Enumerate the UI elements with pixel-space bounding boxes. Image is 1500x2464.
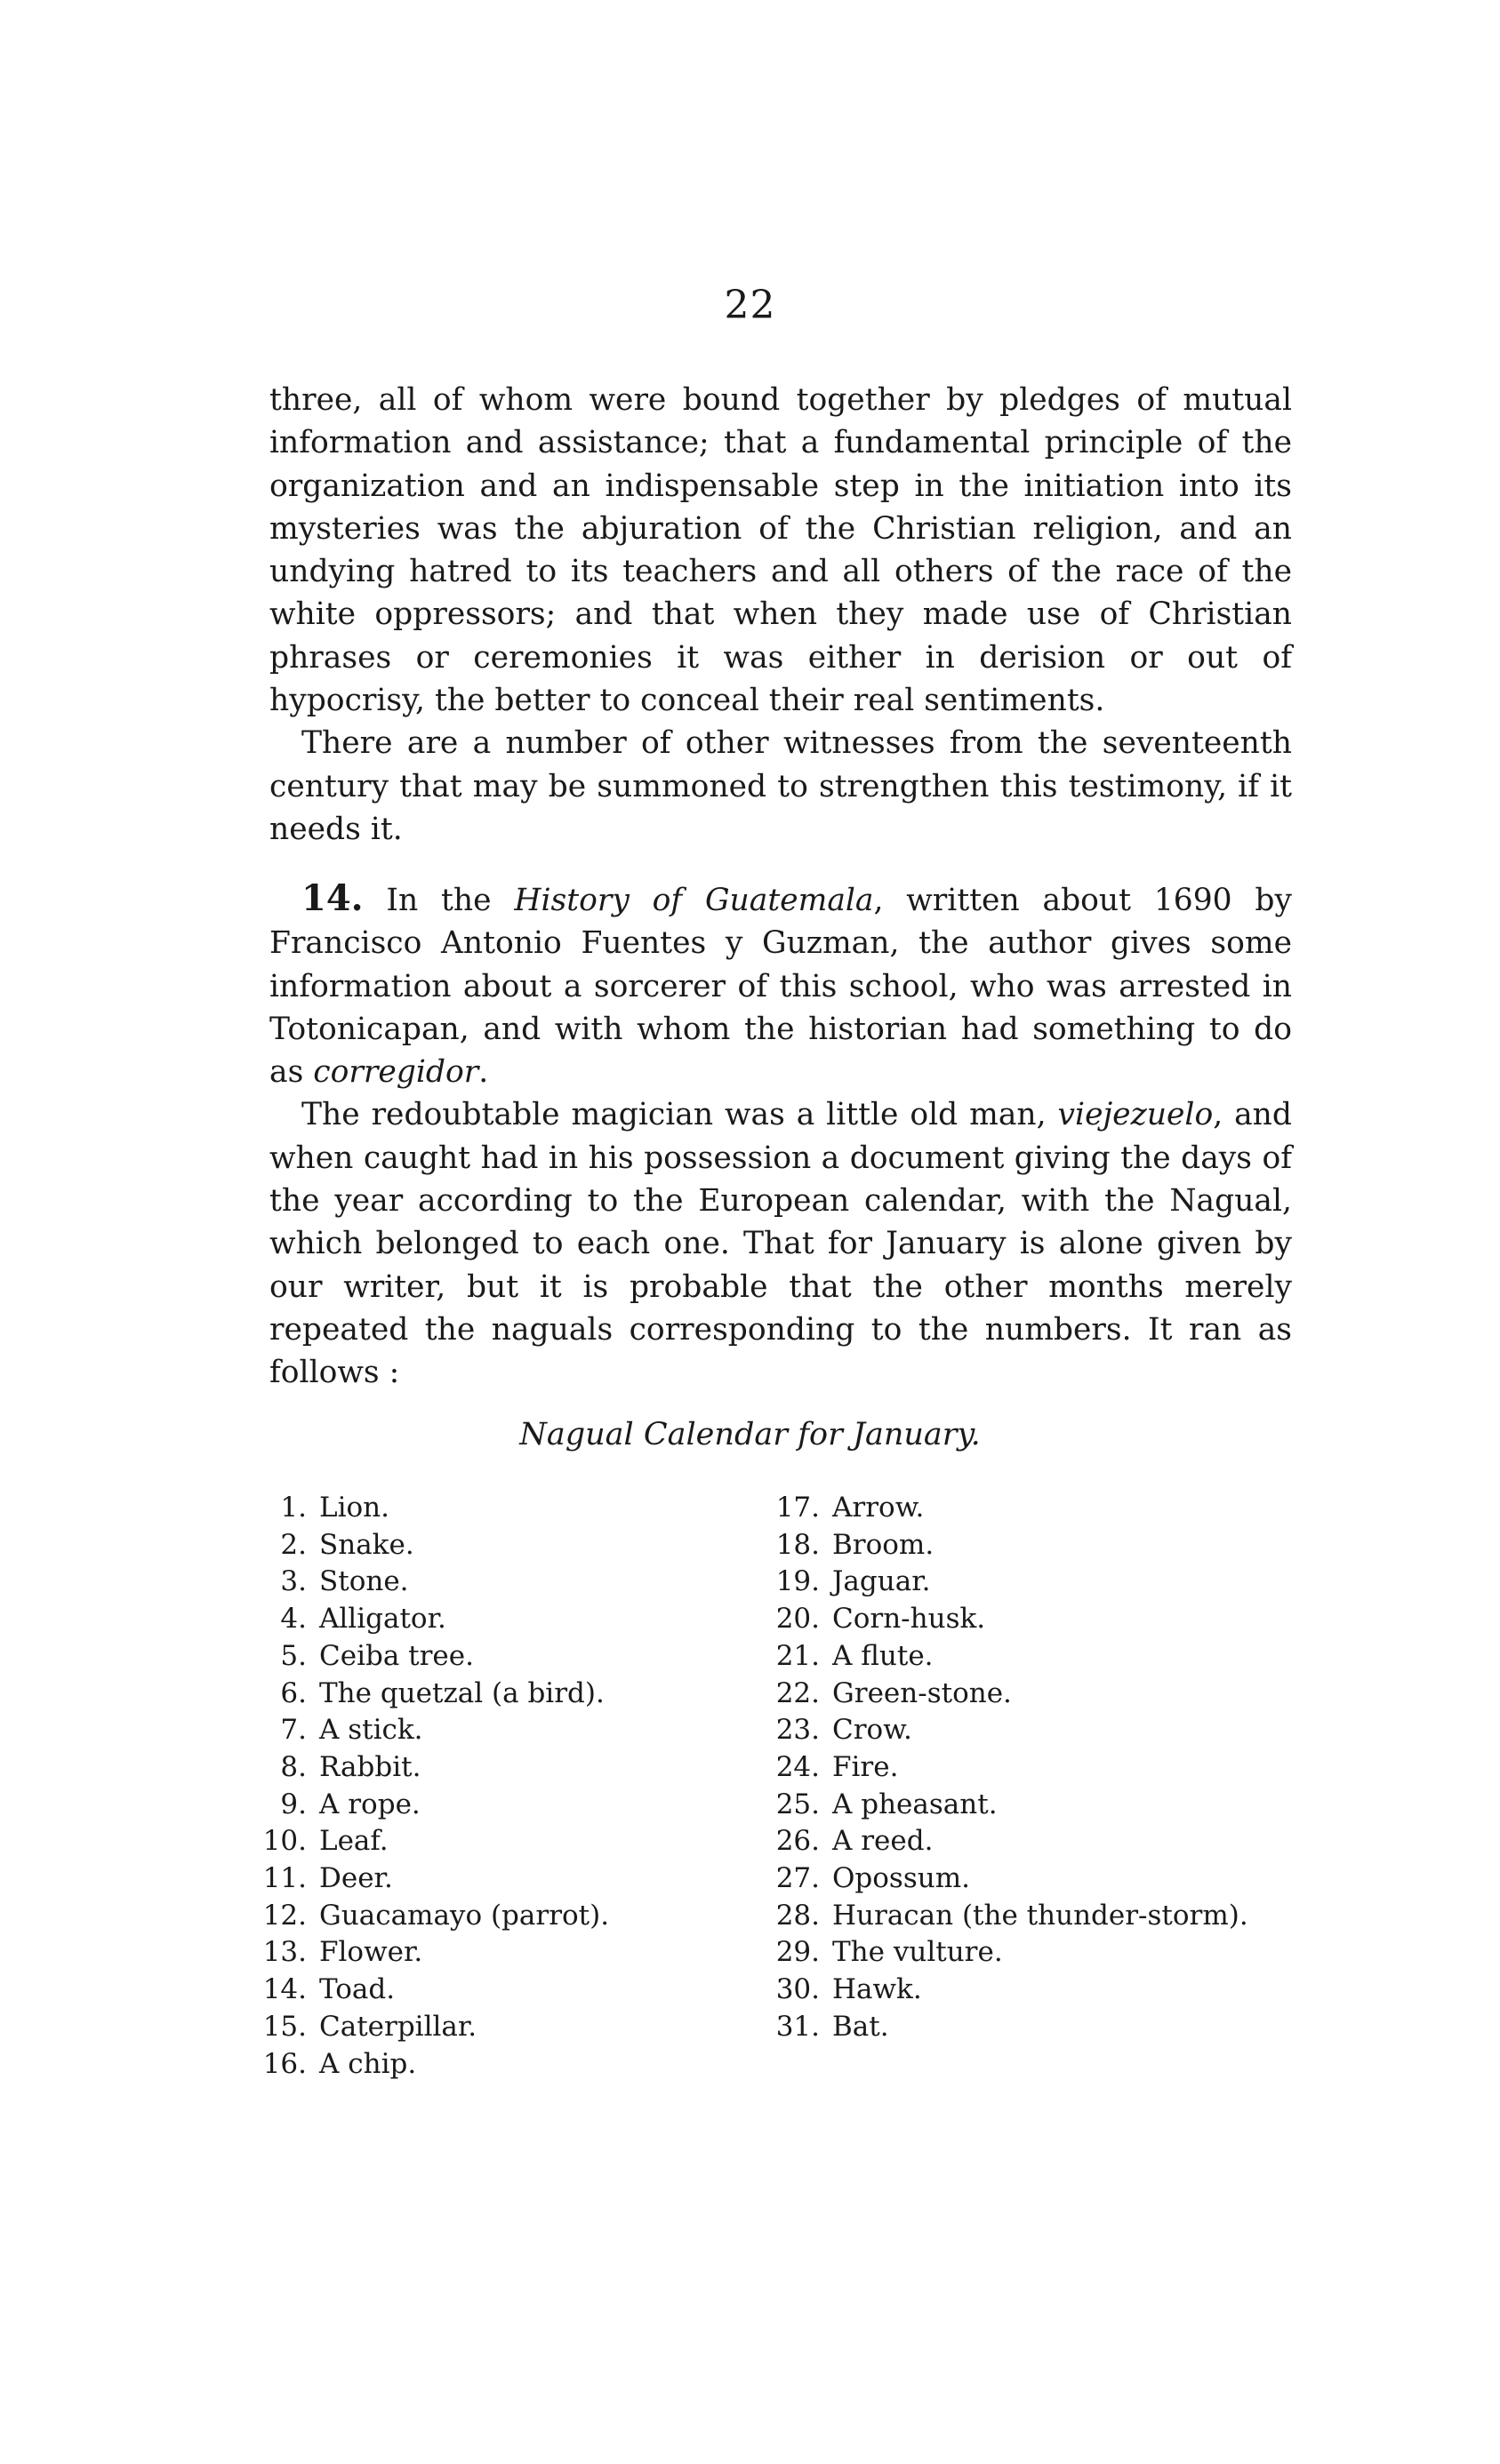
calendar-entry <box>766 1787 1248 1824</box>
calendar-entry-name: The quetzal (a bird). <box>319 1676 605 1709</box>
calendar-entry-name: The vulture. <box>832 1936 1003 1969</box>
calendar-entry-name: Lion. <box>319 1492 389 1524</box>
calendar-entry-number: 9. <box>280 1788 307 1820</box>
calendar-entry-name: Alligator. <box>319 1603 446 1636</box>
calendar-entry-number: 15. <box>262 2010 307 2043</box>
calendar-entry-name: Rabbit. <box>319 1750 421 1783</box>
calendar-entry <box>253 2046 609 2084</box>
calendar-entry-number: 29. <box>775 1936 820 1969</box>
calendar-entry <box>253 1749 609 1787</box>
calendar-entry <box>766 1972 1248 2009</box>
calendar-entry-name: Flower. <box>319 1936 423 1969</box>
calendar-entry <box>253 1823 609 1860</box>
calendar-entry-name: Stone. <box>319 1565 409 1598</box>
calendar-entry <box>766 1823 1248 1860</box>
calendar-entry <box>253 1787 609 1824</box>
calendar-entry-number: 3. <box>280 1565 307 1598</box>
section-14 <box>269 877 1292 1395</box>
calendar-entry-name: Opossum. <box>832 1862 970 1895</box>
calendar-entry <box>253 1527 609 1564</box>
calendar-entry-name: Caterpillar. <box>319 2010 477 2043</box>
calendar-entry <box>766 1898 1248 1935</box>
paragraph-continuation: three, all of whom were bound together by pledges of mutual information and assistance; that a fundamental principle of the organization and an indispensable step in the initiation into its mysteries was the abjuration of the Christian religion, and an undying hatred to its teachers and all others of the race of the white oppressors; and that when they made use of Christian phrases or ceremonies it was either in derision or out of hypocrisy, the better to conceal their real sentiments. <box>269 382 1292 719</box>
calendar-entry <box>766 1490 1248 1527</box>
section-14-text-c: . <box>478 1054 489 1091</box>
spanish-term: viejezuelo <box>1057 1097 1214 1133</box>
calendar-entry <box>253 1676 609 1713</box>
calendar-entry-name: Deer. <box>319 1862 393 1895</box>
calendar-entry <box>766 1638 1248 1676</box>
calendar-entry-number: 4. <box>280 1603 307 1636</box>
calendar-entry-number: 14. <box>262 1973 307 2006</box>
calendar-entry-number: 23. <box>775 1714 820 1747</box>
calendar-entry-name: Crow. <box>832 1714 912 1747</box>
calendar-entry <box>253 1490 609 1527</box>
calendar-entry <box>766 1676 1248 1713</box>
calendar-entry-number: 16. <box>262 2047 307 2080</box>
calendar-entry-number: 6. <box>280 1676 307 1709</box>
calendar-entry-number: 17. <box>775 1492 820 1524</box>
calendar-entry <box>253 2009 609 2046</box>
calendar-entry <box>766 1749 1248 1787</box>
calendar-entry-number: 31. <box>775 2010 820 2043</box>
calendar-entry <box>253 1972 609 2009</box>
calendar-entry-name: A pheasant. <box>832 1788 998 1820</box>
calendar-entry-number: 8. <box>280 1750 307 1783</box>
calendar-entry-name: A chip. <box>319 2047 417 2080</box>
calendar-entry-number: 13. <box>262 1936 307 1969</box>
calendar-entry-number: 21. <box>775 1639 820 1672</box>
calendar-entry-number: 18. <box>775 1528 820 1561</box>
calendar-entry-name: Toad. <box>319 1973 396 2006</box>
section-14-text-b: , written about 1690 by Francisco Antonio Fuentes y Guzman, the author gives some information about a sorcerer of this school, who was arrested in Totonicapan, and with whom the historian had something to do as <box>269 883 1293 1091</box>
calendar-entry <box>253 1860 609 1898</box>
calendar-entry-name: Leaf. <box>319 1825 389 1858</box>
calendar-entry <box>253 1934 609 1972</box>
calendar-entry-name: Hawk. <box>832 1973 922 2006</box>
calendar-entry-name: A rope. <box>319 1788 421 1820</box>
section-14-text-a: In the <box>386 883 515 918</box>
calendar-entry <box>766 2009 1248 2046</box>
calendar-entry <box>253 1712 609 1749</box>
calendar-entry-number: 20. <box>775 1603 820 1636</box>
calendar-entry-number: 22. <box>775 1676 820 1709</box>
calendar-entry-number: 25. <box>775 1788 820 1820</box>
calendar-entry <box>253 1638 609 1676</box>
calendar-entry-number: 7. <box>280 1714 307 1747</box>
calendar-entry <box>253 1601 609 1638</box>
calendar-entry-number: 12. <box>262 1899 307 1932</box>
calendar-entry-name: Green-stone. <box>832 1676 1012 1709</box>
calendar-entry-name: Broom. <box>832 1528 934 1561</box>
calendar-column-right <box>766 1490 1248 2046</box>
calendar-entry-name: Corn-husk. <box>832 1603 986 1636</box>
calendar-entry <box>766 1712 1248 1749</box>
calendar-entry <box>766 1601 1248 1638</box>
calendar-entry-number: 11. <box>262 1862 307 1895</box>
calendar-entry-number: 2. <box>280 1528 307 1561</box>
calendar-entry <box>766 1564 1248 1601</box>
calendar-entry-number: 10. <box>262 1825 307 1858</box>
calendar-entry <box>253 1898 609 1935</box>
calendar-entry-number: 24. <box>775 1750 820 1783</box>
section-number: 14. <box>301 877 364 919</box>
calendar-entry-name: Arrow. <box>832 1492 925 1524</box>
calendar-entry <box>766 1934 1248 1972</box>
calendar-entry-number: 28. <box>775 1899 820 1932</box>
calendar-entry-name: Guacamayo (parrot). <box>319 1899 610 1932</box>
calendar-entry-name: Ceiba tree. <box>319 1639 474 1672</box>
calendar-entry-number: 5. <box>280 1639 307 1672</box>
calendar-entry <box>766 1527 1248 1564</box>
calendar-entry <box>253 1564 609 1601</box>
role-term: corregidor <box>313 1054 479 1091</box>
calendar-entry-number: 30. <box>775 1973 820 2006</box>
page-number: 22 <box>724 283 776 328</box>
paragraph-witnesses: There are a number of other witnesses from the seventeenth century that may be summoned to strengthen this testimony, if it needs it. <box>269 725 1292 847</box>
calendar-entry-number: 19. <box>775 1565 820 1598</box>
calendar-entry <box>766 1860 1248 1898</box>
calendar-entry-name: A flute. <box>832 1639 934 1672</box>
calendar-entry-name: A reed. <box>832 1825 934 1858</box>
opening-text <box>269 379 1292 851</box>
section-14-text-d: The redoubtable magician was a little old man, <box>301 1097 1058 1133</box>
calendar-caption: Nagual Calendar for January. <box>519 1417 981 1452</box>
calendar-entry-number: 1. <box>280 1492 307 1524</box>
calendar-entry-number: 27. <box>775 1862 820 1895</box>
calendar-entry-name: Huracan (the thunder-storm). <box>832 1899 1248 1932</box>
calendar-entry-name: A stick. <box>319 1714 423 1747</box>
calendar-column-left <box>253 1490 609 2083</box>
calendar-entry-name: Fire. <box>832 1750 899 1783</box>
section-14-paragraph-2 <box>269 1093 1292 1394</box>
section-14-text-e: , and when caught had in his possession a document giving the days of the year according to the European calendar, with the Nagual, which belonged to each one. That for January is alone given by our writer, but it is probable that the other months merely repeated the naguals corresponding to the numbers. It ran as follows : <box>269 1097 1292 1391</box>
calendar-entry-number: 26. <box>775 1825 820 1858</box>
book-title: History of Guatemala <box>514 883 874 918</box>
calendar-entry-name: Jaguar. <box>832 1565 931 1598</box>
calendar-entry-name: Bat. <box>832 2010 889 2043</box>
section-14-paragraph-1 <box>269 877 1292 1093</box>
calendar-entry-name: Snake. <box>319 1528 414 1561</box>
